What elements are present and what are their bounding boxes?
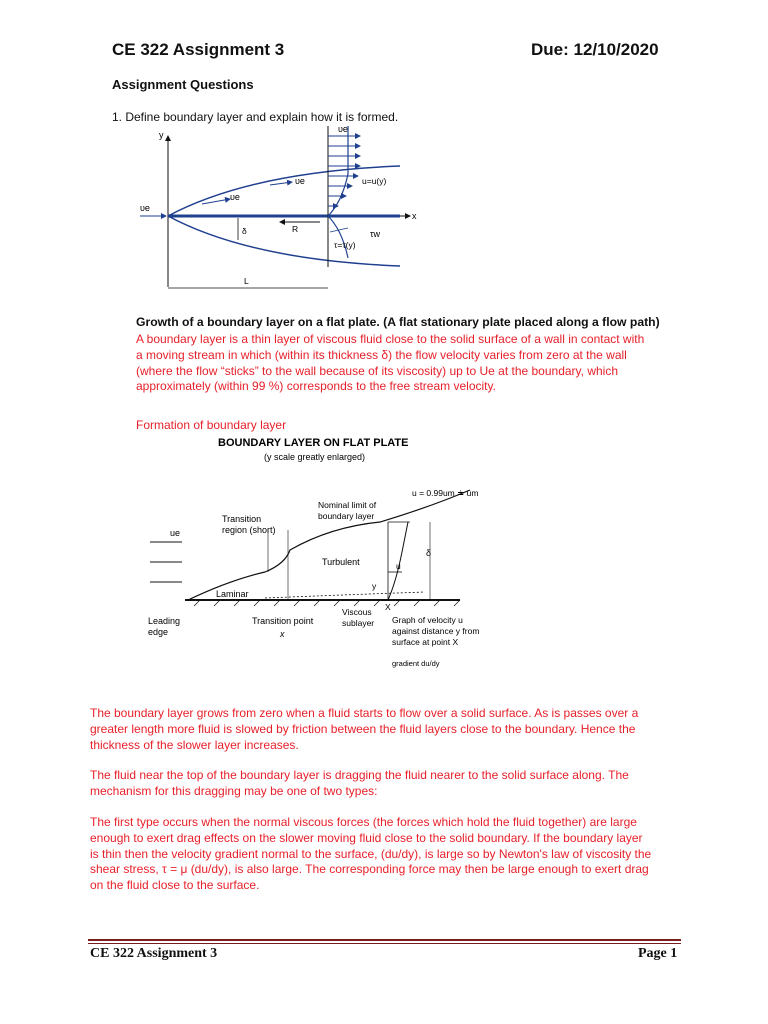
- transition-region-label-2: region (short): [222, 525, 276, 535]
- paragraph-line: mechanism for this dragging may be one of two types:: [90, 783, 378, 798]
- x-distance-label: x: [280, 629, 285, 639]
- y-axis-label: y: [159, 130, 164, 140]
- nominal-limit-label-2: boundary layer: [318, 511, 375, 521]
- upper-boundary-edge: [168, 166, 400, 216]
- footer-rule: [88, 939, 681, 941]
- ue-left-label: υe: [140, 203, 150, 213]
- turbulent-label: Turbulent: [322, 557, 360, 567]
- paragraph-line: greater length more fluid is slowed by friction between the fluid layers close to the boundary. Hence the: [90, 721, 636, 736]
- delta-label: δ: [426, 548, 432, 558]
- y-label: y: [372, 581, 377, 591]
- paragraph-growth: [90, 706, 710, 753]
- boundary-layer-growth-figure: [130, 122, 430, 294]
- viscous-sublayer-label-1: Viscous: [342, 607, 372, 617]
- transition-point-label: Transition point: [252, 616, 314, 626]
- definition-line: approximately (within 99 %) corresponds to the free stream velocity.: [136, 379, 496, 394]
- definition-line: A boundary layer is a thin layer of viscous fluid close to the solid surface of a wall in contact with: [136, 332, 645, 346]
- paragraph-line: enough to exert drag effects on the slower moving fluid close to the solid boundary. If the boundary layer: [90, 830, 643, 845]
- viscous-sublayer-label-2: sublayer: [342, 618, 375, 628]
- laminar-label: Laminar: [216, 589, 249, 599]
- ue-label: ue: [170, 528, 181, 538]
- tau-wall-label: τw: [370, 229, 381, 239]
- lower-boundary-edge: [168, 216, 400, 266]
- nominal-limit-label-1: Nominal limit of: [318, 500, 377, 510]
- definition-line: (where the flow “sticks” to the wall because of its viscosity) up to Ue at the boundary, which: [136, 363, 618, 378]
- transition-region-label-1: Transition: [222, 514, 262, 524]
- freestream-arrows: [150, 542, 182, 582]
- paragraph-line: is thin then the velocity gradient normal to the surface, (du/dy), is large so by Newton's law of viscosity the: [90, 846, 652, 861]
- leading-edge-label-1: Leading: [148, 616, 181, 626]
- inner-velocity-arrow-2: [270, 182, 292, 185]
- x-axis-label: x: [412, 211, 417, 221]
- paragraph-line: on the fluid close to the surface.: [90, 878, 260, 893]
- point-x-label: X: [385, 602, 391, 612]
- question-1: 1. Define boundary layer and explain how it is formed.: [112, 110, 399, 124]
- formation-heading: Formation of boundary layer: [136, 418, 287, 432]
- boundary-layer-definition: [136, 332, 696, 395]
- paragraph-line: The boundary layer grows from zero when a fluid starts to flow over a solid surface. As is passes over a: [90, 706, 639, 720]
- footer-title: CE 322 Assignment 3: [90, 946, 218, 961]
- velocity-profile-lower: [328, 216, 348, 258]
- due-date: Due: 12/10/2020: [531, 40, 659, 59]
- figure-1-caption: Growth of a boundary layer on a flat plate. (A flat stationary plate placed along a flow path): [136, 315, 660, 329]
- graph-caption-line-3: surface at point X: [392, 637, 459, 647]
- graph-caption-line-2: against distance y from: [392, 626, 480, 636]
- ue-inner-label-2: υe: [230, 192, 240, 202]
- inner-velocity-arrow-1: [202, 199, 230, 204]
- paragraph-line: thickness of the slower layer increases.: [90, 737, 299, 752]
- shear-r-label: R: [292, 224, 299, 234]
- section-heading: Assignment Questions: [112, 77, 254, 92]
- paragraph-first-type: [90, 815, 710, 894]
- figure-2-title: BOUNDARY LAYER ON FLAT PLATE: [218, 437, 409, 449]
- paragraph-dragging: [90, 768, 710, 800]
- gradient-label: gradient du/dy: [392, 659, 440, 668]
- paragraph-line: The fluid near the top of the boundary layer is dragging the fluid nearer to the solid surface along. The: [90, 768, 629, 782]
- length-label: L: [244, 276, 249, 286]
- paragraph-line: The first type occurs when the normal viscous forces (the forces which hold the fluid together) are large: [90, 815, 637, 829]
- definition-line: a moving stream in which (within its thickness δ) the flow velocity varies from zero at the wall: [136, 347, 627, 362]
- graph-caption-line-1: Graph of velocity u: [392, 615, 463, 625]
- paragraph-line: shear stress, τ = μ (du/dy), is also large. The corresponding force may then be large enough to exert drag: [90, 862, 649, 877]
- footer-rule-thin: [88, 943, 681, 944]
- page-number: Page 1: [638, 946, 678, 961]
- figure-2-subtitle: (y scale greatly enlarged): [264, 452, 366, 462]
- document-title: CE 322 Assignment 3: [112, 40, 285, 59]
- ue-top-label: υe: [338, 124, 348, 134]
- u-label: u: [396, 561, 401, 571]
- u-equation-label: u=u(y): [362, 176, 387, 186]
- delta-label: δ: [242, 226, 247, 236]
- boundary-layer-flat-plate-figure: [140, 432, 520, 682]
- tau-equation-label: τ=τ(y): [334, 240, 356, 250]
- u-equation-label: u = 0.99um ≐ um: [412, 488, 479, 498]
- ue-inner-label-1: υe: [295, 176, 305, 186]
- leading-edge-label-2: edge: [148, 627, 169, 637]
- viscous-sublayer-line: [265, 592, 425, 598]
